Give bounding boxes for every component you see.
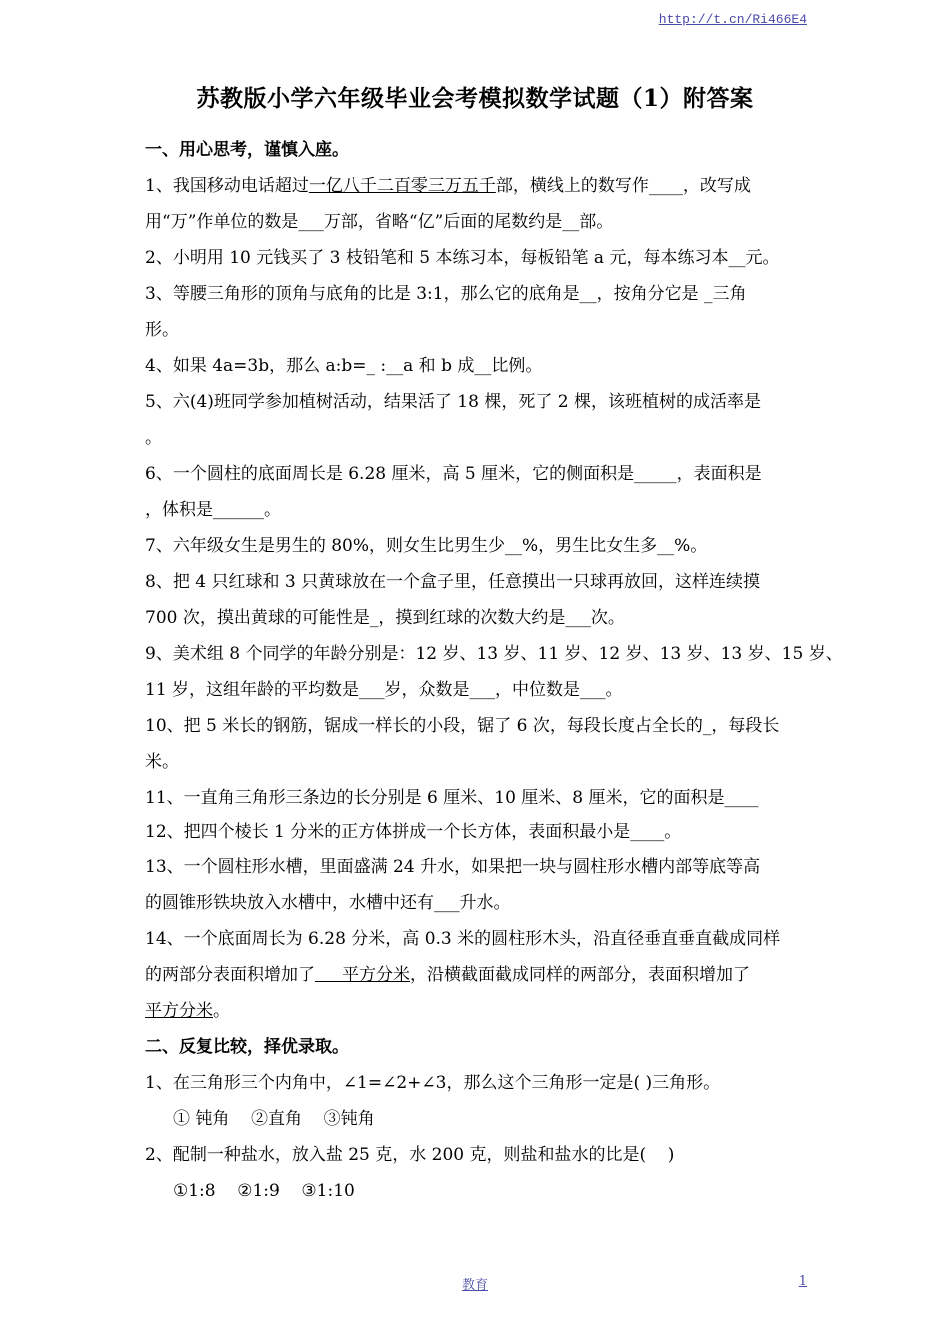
question-14-text: 的两部分表面积增加了 — [145, 965, 315, 985]
question-2: 2、小明用 10 元钱买了 3 枝铅笔和 5 本练习本，每板铅笔 a 元，每本练习本__元。 — [145, 248, 780, 268]
question-6-line-2: ，体积是______。 — [145, 500, 281, 520]
footer-link[interactable]: 教育 — [461, 1278, 488, 1293]
choice-question-2-options: ①1:8 ②1:9 ③1:10 — [173, 1181, 355, 1201]
question-14-line-1: 14、一个底面周长为 6.28 分米，高 0.3 米的圆柱形木头，沿直径垂直垂直截成同样 — [145, 929, 781, 949]
question-11: 11、一直角三角形三条边的长分别是 6 厘米、10 厘米、8 厘米，它的面积是____ — [145, 788, 759, 808]
choice-question-1: 1、在三角形三个内角中，∠1=∠2+∠3，那么这个三角形一定是( )三角形。 — [145, 1073, 721, 1093]
question-1-underlined-number: 一亿八千二百零三万五千 — [308, 176, 496, 196]
question-3-line-1: 3、等腰三角形的顶角与底角的比是 3:1，那么它的底角是__，按角分它是 _三角 — [145, 284, 747, 304]
exam-content — [145, 132, 843, 1209]
question-1-text-cont: 部，横线上的数写作____，改写成 — [495, 176, 751, 196]
question-14-end: 。 — [213, 1001, 230, 1021]
question-12: 12、把四个棱长 1 分米的正方体拼成一个长方体，表面积最小是____。 — [145, 822, 682, 842]
section-2-heading: 二、反复比较，择优录取。 — [145, 1037, 349, 1057]
question-5-line-1: 5、六(4)班同学参加植树活动，结果活了 18 棵，死了 2 棵，该班植树的成活率是 — [145, 392, 761, 412]
section-1-heading: 一、用心思考，谨慎入座。 — [145, 140, 349, 160]
question-8-line-1: 8、把 4 只红球和 3 只黄球放在一个盒子里，任意摸出一只球再放回，这样连续摸 — [145, 572, 761, 592]
question-4: 4、如果 4a=3b，那么 a:b=_ :__a 和 b 成__比例。 — [145, 356, 543, 376]
question-1-line-2: 用“万”作单位的数是___万部，省略“亿”后面的尾数约是__部。 — [145, 212, 614, 232]
question-1-line-1 — [145, 168, 810, 204]
page-number: 1 — [798, 1274, 807, 1289]
question-9-line-2: 11 岁，这组年龄的平均数是___岁，众数是___，中位数是___。 — [145, 680, 623, 700]
question-14-underlined-unit: 平方分米 — [315, 965, 411, 985]
question-14-text-cont: ，沿横截面截成同样的两部分，表面积增加了 — [410, 965, 751, 985]
question-14-line-2 — [145, 957, 810, 993]
question-14-underlined-unit-2: 平方分米 — [145, 1001, 213, 1021]
question-3-line-2: 形。 — [145, 320, 179, 340]
choice-question-1-options: ① 钝角 ②直角 ③钝角 — [173, 1109, 375, 1129]
question-13-line-1: 13、一个圆柱形水槽，里面盛满 24 升水，如果把一块与圆柱形水槽内部等底等高 — [145, 857, 761, 877]
question-7: 7、六年级女生是男生的 80%，则女生比男生少__%，男生比女生多__%。 — [145, 536, 708, 556]
question-13-line-2: 的圆锥形铁块放入水槽中，水槽中还有___升水。 — [145, 893, 511, 913]
question-5-line-2: 。 — [145, 428, 162, 448]
choice-question-2: 2、配制一种盐水，放入盐 25 克，水 200 克，则盐和盐水的比是( ) — [145, 1145, 675, 1165]
question-6-line-1: 6、一个圆柱的底面周长是 6.28 厘米，高 5 厘米，它的侧面积是_____，表面积是 — [145, 464, 762, 484]
question-10-line-2: 米。 — [145, 752, 179, 772]
question-10-line-1: 10、把 5 米长的钢筋，锯成一样长的小段，锯了 6 次，每段长度占全长的_，每段长 — [145, 716, 780, 736]
question-8-line-2: 700 次，摸出黄球的可能性是_，摸到红球的次数大约是___次。 — [145, 608, 625, 628]
header-url-link[interactable]: http://t.cn/Ri466E4 — [658, 12, 807, 27]
page-title: 苏教版小学六年级毕业会考模拟数学试题（1）附答案 — [196, 85, 754, 112]
question-1-text: 1、我国移动电话超过 — [145, 176, 309, 196]
question-9-line-1: 9、美术组 8 个同学的年龄分别是：12 岁、13 岁、11 岁、12 岁、13 岁、13 岁、15 岁、 — [145, 644, 843, 664]
question-14-line-3 — [145, 993, 810, 1029]
